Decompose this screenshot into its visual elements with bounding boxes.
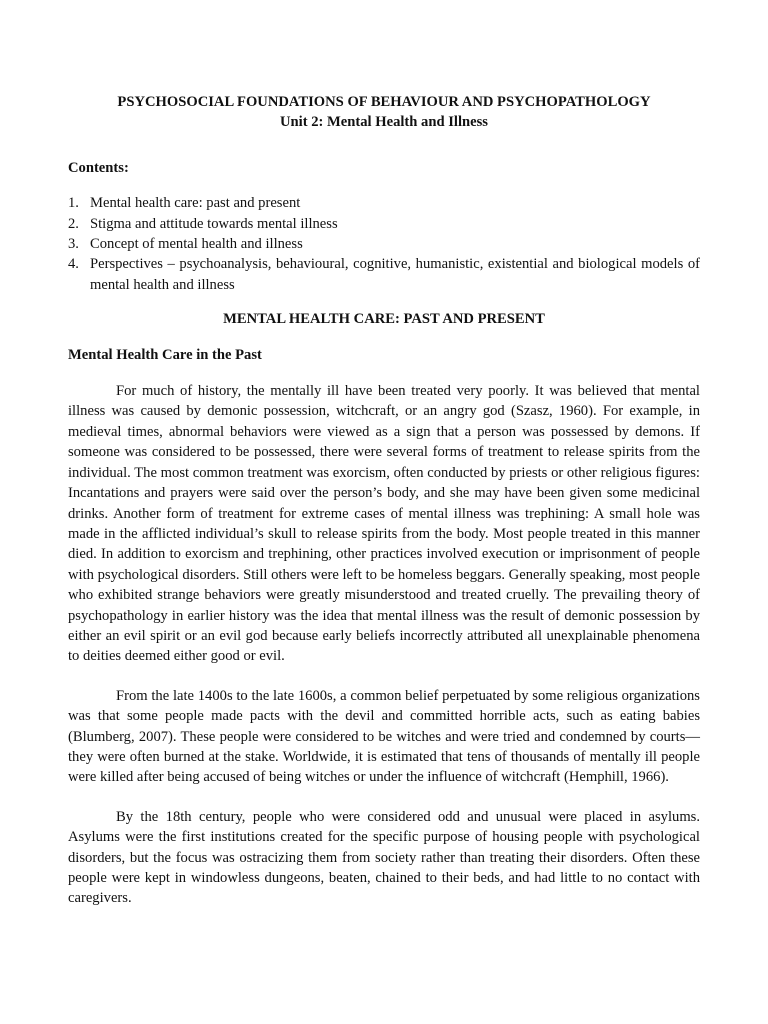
contents-item — [68, 193, 700, 213]
contents-item-text: Mental health care: past and present — [90, 195, 301, 212]
contents-item-number: 4. — [68, 256, 79, 273]
contents-item-text: Concept of mental health and illness — [90, 236, 303, 253]
unit-title: Unit 2: Mental Health and Illness — [280, 114, 488, 131]
document-title: PSYCHOSOCIAL FOUNDATIONS OF BEHAVIOUR AND PSYCHOPATHOLOGY — [117, 94, 651, 110]
contents-heading: Contents: — [68, 159, 129, 176]
contents-item-number: 2. — [68, 215, 79, 232]
section-heading: MENTAL HEALTH CARE: PAST AND PRESENT — [223, 311, 545, 328]
contents-item — [68, 234, 700, 254]
contents-item-text: Perspectives – psychoanalysis, behavioural, cognitive, humanistic, existential and biological models of mental health and illness — [90, 256, 700, 293]
contents-item — [68, 214, 700, 234]
body-paragraph: For much of history, the mentally ill have been treated very poorly. It was believed that mental illness was caused by demonic possession, witchcraft, or an angry god (Szasz, 1960). For example, in medieval times, abnormal behaviors were viewed as a sign that a person was possessed by demons. If someone was considered to be possessed, there were several forms of treatment to release spirits from the individual. The most common treatment was exorcism, often conducted by priests or other religious figures: Incantations and prayers were said over the person’s body, and she may have been given some medicinal drinks. Another form of treatment for extreme cases of mental illness was trephining: A small hole was made in the afflicted individual’s skull to release spirits from the body. Most people treated in this manner died. In addition to exorcism and trephining, other practices involved execution or imprisonment of people with psychological disorders. Still others were left to be homeless beggars. Generally speaking, most people who exhibited strange behaviors were greatly misunderstood and treated cruelly. The prevailing theory of psychopathology in earlier history was the idea that mental illness was the result of demonic possession by either an evil spirit or an evil god because early beliefs incorrectly attributed all unexplainable phenomena to deities deemed either good or evil. — [68, 383, 700, 665]
contents-item-number: 3. — [68, 236, 79, 253]
body-paragraph: From the late 1400s to the late 1600s, a common belief perpetuated by some religious organizations was that some people made pacts with the devil and committed horrible acts, such as eating babies (Blumberg, 2007). These people were considered to be witches and were tried and condemned by courts—they were often burned at the stake. Worldwide, it is estimated that tens of thousands of mentally ill people were killed after being accused of being witches or under the influence of witchcraft (Hemphill, 1966). — [68, 687, 700, 786]
contents-list — [68, 193, 700, 295]
contents-item — [68, 254, 700, 295]
contents-item-text: Stigma and attitude towards mental illness — [90, 215, 338, 232]
body-paragraph: By the 18th century, people who were considered odd and unusual were placed in asylums. Asylums were the first institutions created for the specific purpose of housing people with psychological disorders, but the focus was ostracizing them from society rather than treating their disorders. Often these people were kept in windowless dungeons, beaten, chained to their beds, and had little to no contact with caregivers. — [68, 808, 700, 907]
section-subheading: Mental Health Care in the Past — [68, 346, 262, 363]
contents-item-number: 1. — [68, 195, 79, 212]
